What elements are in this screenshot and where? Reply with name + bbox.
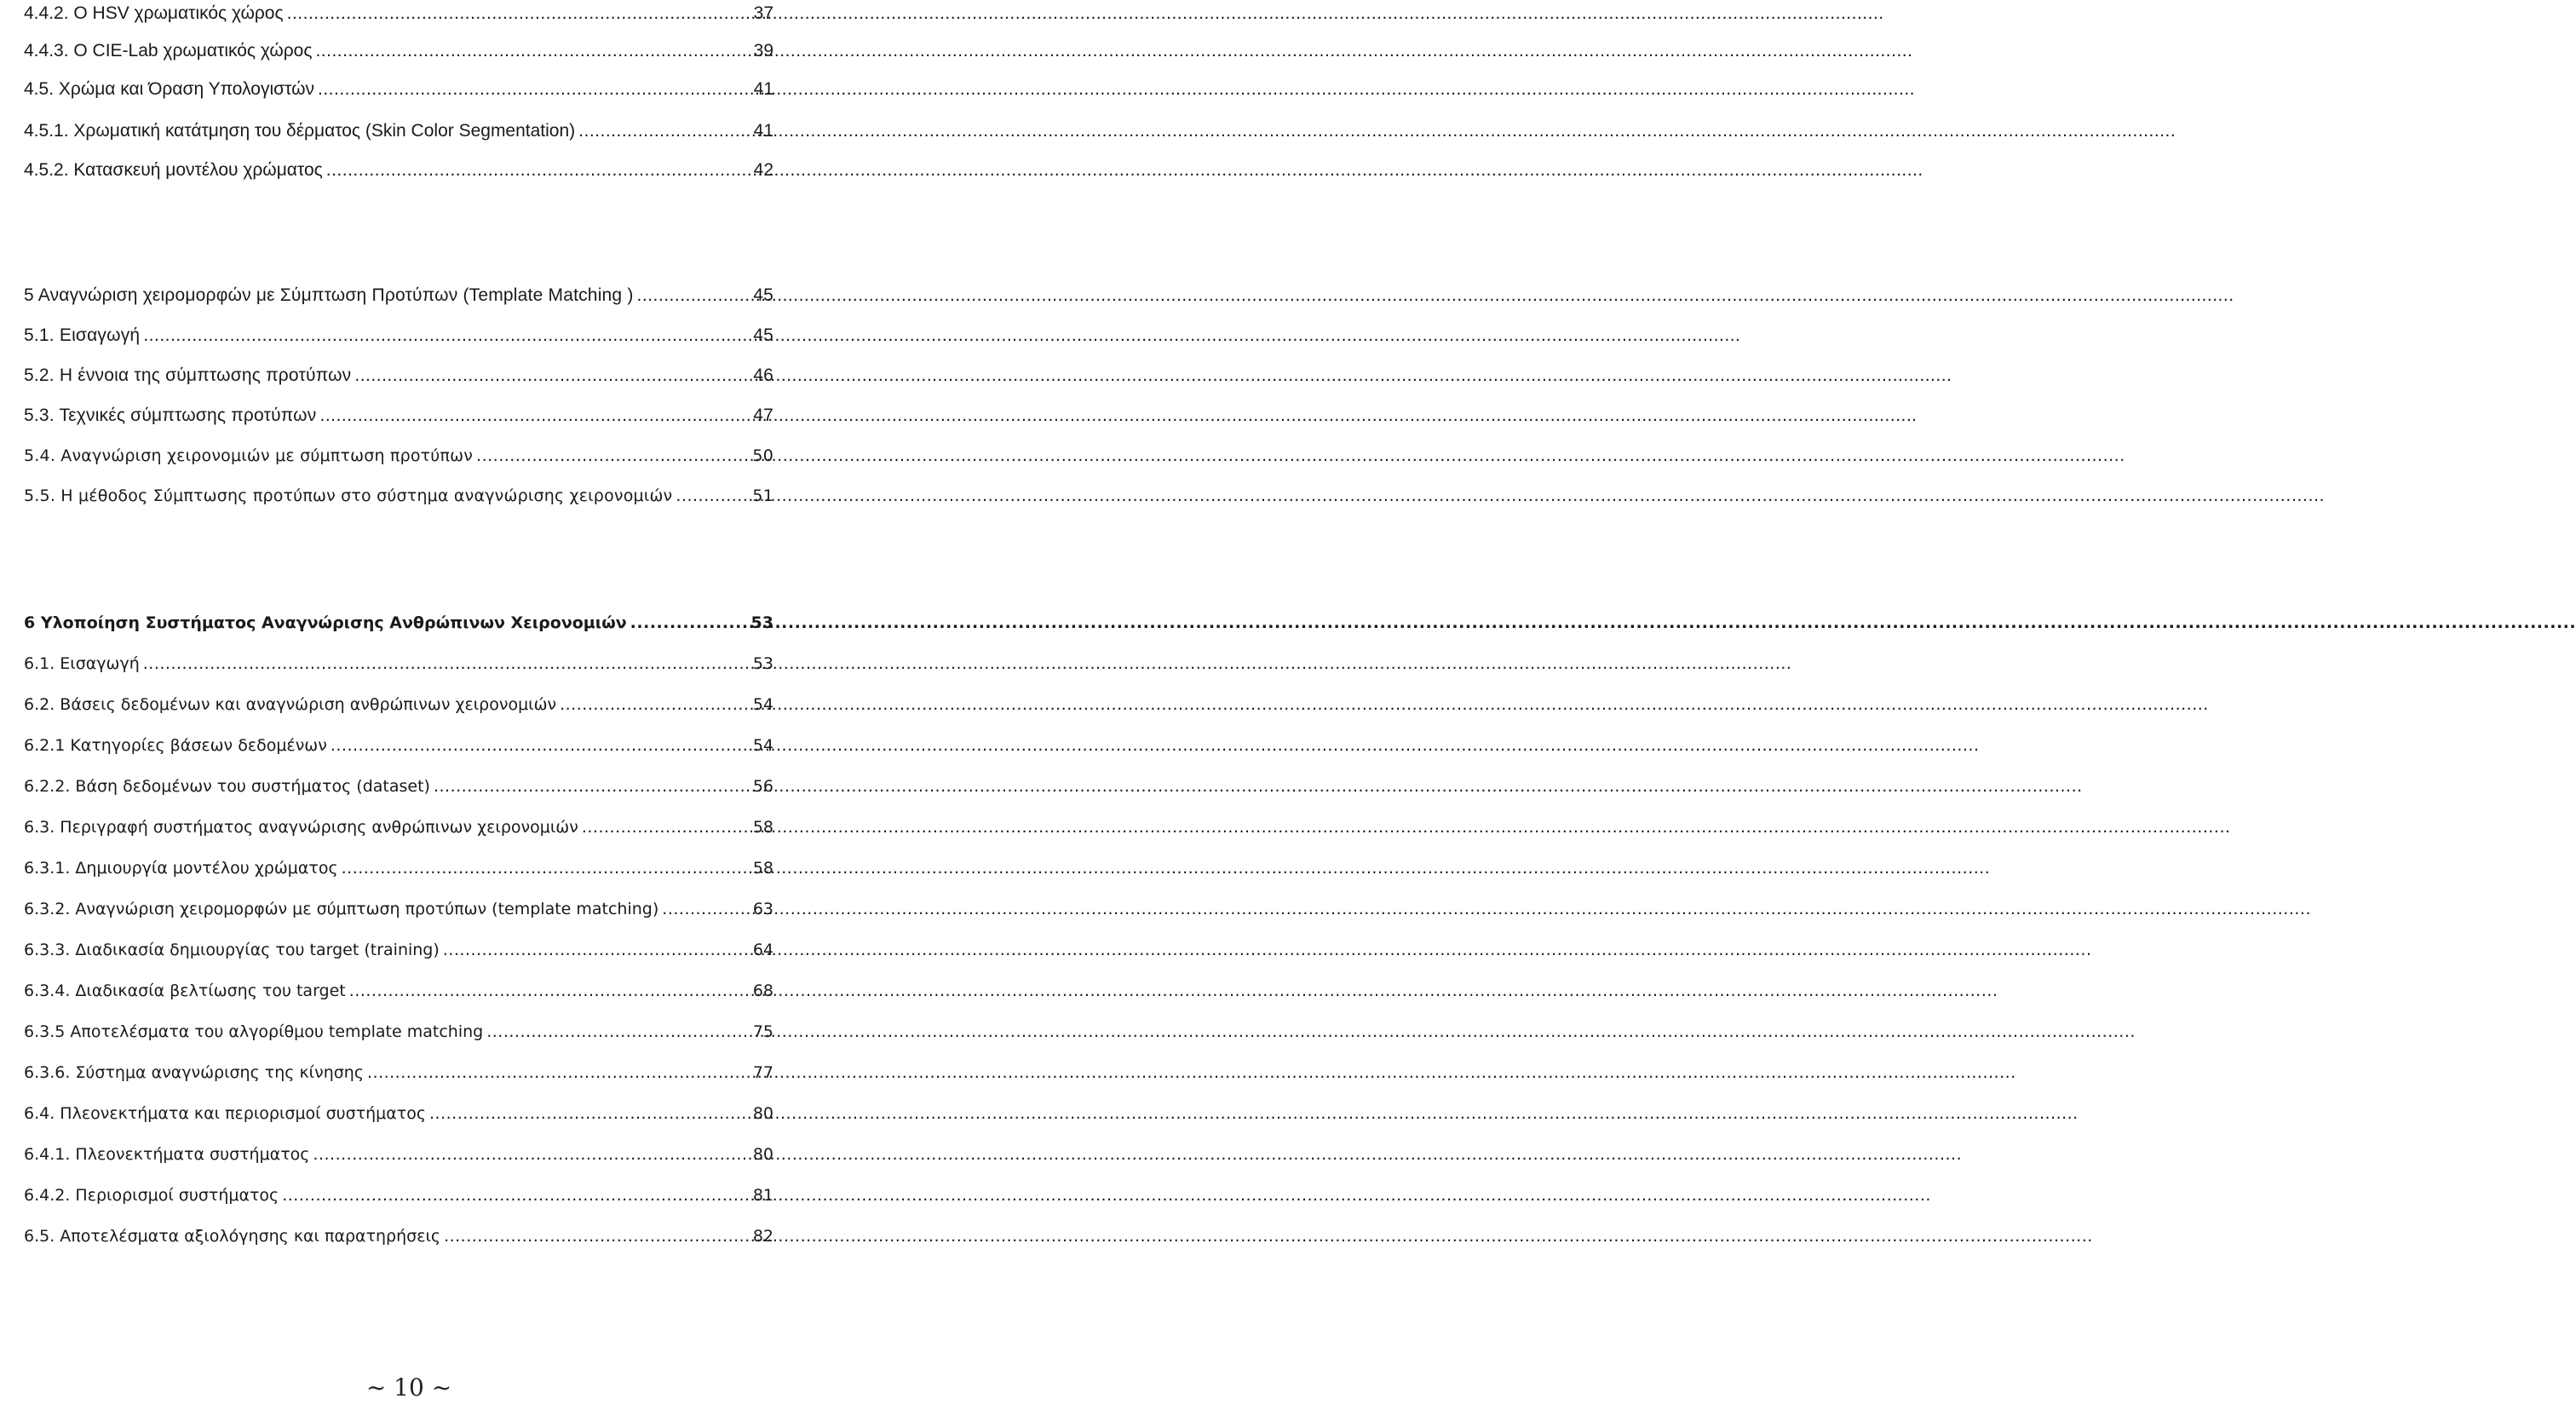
dot-leader — [443, 936, 750, 964]
toc-entry-title: 4.4.3. Ο CIE-Lab χρωματικός χώρος — [24, 41, 313, 60]
toc-entry-page: 41 — [753, 121, 773, 141]
toc-entry-title: 6.3. Περιγραφή συστήματος αναγνώρισης ανθρώπινων χειρονομιών — [24, 818, 578, 837]
toc-entry[interactable] — [24, 1223, 773, 1250]
dot-leader — [319, 402, 750, 429]
toc-entry[interactable] — [24, 691, 773, 718]
toc-entry-page: 53 — [750, 613, 773, 632]
toc-entry-page: 54 — [752, 736, 773, 755]
toc-entry-page: 63 — [752, 900, 773, 918]
toc-entry-title: 6.4.1. Πλεονεκτήματα συστήματος — [24, 1145, 310, 1164]
toc-entry-title: 6.3.3. Διαδικασία δημιουργίας του target (training) — [24, 941, 440, 959]
toc-entry-page: 77 — [752, 1063, 773, 1082]
toc-entry[interactable] — [24, 37, 773, 65]
toc-entry-page: 53 — [752, 654, 773, 673]
toc-entry[interactable] — [24, 0, 773, 27]
toc-entry-title: 6 Υλοποίηση Συστήματος Αναγνώρισης Ανθρώπινων Χειρονομιών — [24, 613, 627, 632]
dot-leader — [313, 1141, 749, 1168]
toc-entry-title: 6.4. Πλεονεκτήματα και περιορισμοί συστήματος — [24, 1104, 427, 1123]
toc-entry-page: 42 — [753, 160, 773, 180]
toc-entry[interactable] — [24, 814, 773, 841]
dot-leader — [630, 609, 748, 636]
dot-leader — [434, 773, 750, 800]
toc-entry[interactable] — [24, 1100, 773, 1127]
toc-entry-title: 5.4. Αναγνώριση χειρονομιών με σύμπτωση προτύπων — [24, 446, 474, 465]
dot-leader — [367, 1059, 750, 1086]
dot-leader — [349, 977, 750, 1004]
dot-leader — [318, 76, 750, 103]
toc-entry[interactable] — [24, 977, 773, 1004]
toc-entry-page: 80 — [752, 1104, 773, 1123]
dot-leader — [429, 1100, 750, 1127]
toc-entry-page: 68 — [752, 981, 773, 1000]
toc-entry-page: 41 — [753, 79, 773, 99]
toc-entry-page: 81 — [752, 1186, 773, 1205]
dot-leader — [331, 732, 750, 759]
toc-entry[interactable] — [24, 936, 773, 964]
toc-entry[interactable] — [24, 402, 773, 429]
toc-entry-title: 6.3.4. Διαδικασία βελτίωσης του target — [24, 981, 346, 1000]
toc-entry[interactable] — [24, 773, 773, 800]
toc-entry-chapter[interactable] — [24, 609, 773, 636]
toc-entry-page: 39 — [753, 41, 773, 60]
toc-entry-title: 6.2.2. Βάση δεδομένων του συστήματος (dataset) — [24, 777, 430, 796]
toc-entry[interactable] — [24, 895, 773, 923]
toc-entry[interactable] — [24, 442, 773, 469]
toc-entry-title: 5 Αναγνώριση χειρομορφών με Σύμπτωση Προτύπων (Template Matching ) — [24, 285, 634, 305]
toc-entry-page: 37 — [753, 3, 773, 23]
toc-entry-page: 75 — [752, 1022, 773, 1041]
toc-entry-page: 56 — [752, 777, 773, 796]
toc-entry-page: 46 — [753, 366, 773, 385]
toc-entry-title: 5.5. Η μέθοδος Σύμπτωσης προτύπων στο σύστημα αναγνώρισης χειρονομιών — [24, 486, 673, 505]
toc-entry[interactable] — [24, 1018, 773, 1045]
toc-entry-page: 58 — [752, 818, 773, 837]
dot-leader — [578, 118, 750, 145]
toc-entry-title: 6.2. Βάσεις δεδομένων και αναγνώριση ανθρώπινων χειρονομιών — [24, 695, 557, 714]
dot-leader — [143, 322, 750, 349]
toc-entry-title: 4.5.1. Χρωματική κατάτμηση του δέρματος (Skin Color Segmentation) — [24, 121, 576, 141]
toc-entry-title: 6.1. Εισαγωγή — [24, 654, 140, 673]
toc-entry-title: 5.2. Η έννοια της σύμπτωσης προτύπων — [24, 366, 352, 385]
toc-entry-title: 4.4.2. Ο HSV χρωματικός χώρος — [24, 3, 284, 23]
dot-leader — [287, 0, 750, 27]
toc-entry-title: 5.3. Τεχνικές σύμπτωσης προτύπων — [24, 406, 317, 425]
toc-entry-page: 50 — [752, 446, 773, 465]
toc-entry[interactable] — [24, 650, 773, 677]
toc-entry[interactable] — [24, 855, 773, 882]
dot-leader — [282, 1182, 750, 1209]
page-number-footer: ~ 10 ~ — [365, 1373, 452, 1402]
toc-entry-title: 6.3.2. Αναγνώριση χειρομορφών με σύμπτωση προτύπων (template matching) — [24, 900, 659, 918]
toc-entry-page: 80 — [752, 1145, 773, 1164]
toc-entry[interactable] — [24, 482, 773, 509]
toc-entry-title: 6.3.1. Δημιουργία μοντέλου χρώματος — [24, 859, 338, 878]
toc-entry-page: 82 — [752, 1227, 773, 1246]
dot-leader — [637, 282, 750, 309]
toc-entry[interactable] — [24, 1141, 773, 1168]
dot-leader — [476, 442, 749, 469]
toc-entry[interactable] — [24, 732, 773, 759]
toc-entry-title: 6.3.6. Σύστημα αναγνώρισης της κίνησης — [24, 1063, 364, 1082]
dot-leader — [582, 814, 750, 841]
dot-leader — [662, 895, 750, 923]
dot-leader — [354, 362, 750, 389]
toc-entry-title: 6.5. Αποτελέσματα αξιολόγησης και παρατηρήσεις — [24, 1227, 441, 1246]
toc-entry[interactable] — [24, 157, 773, 184]
toc-entry-page: 64 — [752, 941, 773, 959]
toc-entry-title: 4.5.2. Κατασκευή μοντέλου χρώματος — [24, 160, 323, 180]
dot-leader — [143, 650, 750, 677]
toc-entry[interactable] — [24, 1059, 773, 1086]
toc-entry-title: 6.2.1 Κατηγορίες βάσεων δεδομένων — [24, 736, 327, 755]
toc-entry-page: 45 — [753, 285, 773, 305]
toc-entry[interactable] — [24, 322, 773, 349]
dot-leader — [326, 157, 750, 184]
toc-entry-page: 47 — [753, 406, 773, 425]
toc-entry[interactable] — [24, 118, 773, 145]
toc-entry-chapter[interactable] — [24, 282, 773, 309]
toc-entry-page: 45 — [753, 325, 773, 345]
toc-entry-title: 5.1. Εισαγωγή — [24, 325, 141, 345]
toc-entry-title: 4.5. Χρώμα και Όραση Υπολογιστών — [24, 79, 314, 99]
toc-entry-title: 6.3.5 Αποτελέσματα του αλγορίθμου template matching — [24, 1022, 484, 1041]
dot-leader — [676, 482, 749, 509]
toc-entry-page: 58 — [752, 859, 773, 878]
toc-entry-page: 51 — [752, 486, 773, 505]
dot-leader — [315, 37, 750, 65]
toc-entry[interactable] — [24, 1182, 773, 1209]
dot-leader — [486, 1018, 750, 1045]
toc-entry[interactable] — [24, 76, 773, 103]
toc-entry-title: 6.4.2. Περιορισμοί συστήματος — [24, 1186, 279, 1205]
dot-leader — [342, 855, 750, 882]
dot-leader — [560, 691, 750, 718]
toc-entry[interactable] — [24, 362, 773, 389]
toc-entry-page: 54 — [752, 695, 773, 714]
dot-leader — [444, 1223, 750, 1250]
